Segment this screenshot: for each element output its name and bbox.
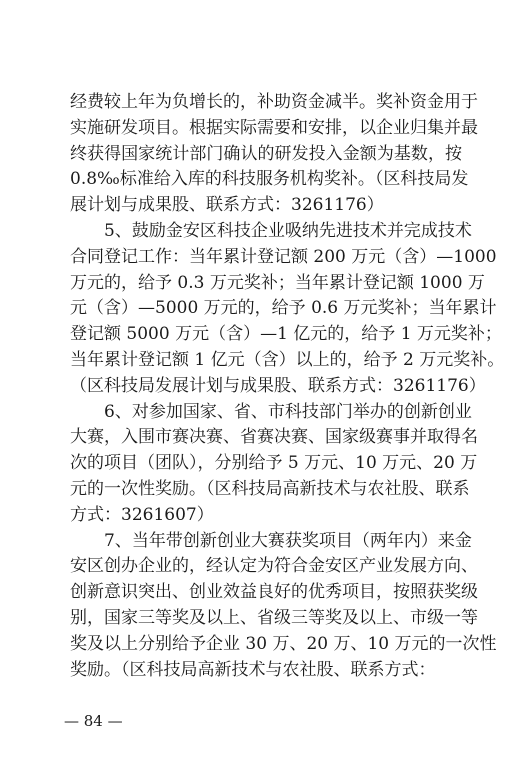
paragraph-start-line: 5、鼓励金安区科技企业吸纳先进技术并完成技术 [104, 221, 472, 241]
body-line: 终获得国家统计部门确认的研发投入金额为基数，按 [70, 143, 462, 164]
paragraph-start-line: 7、当年带创新创业大赛获奖项目（两年内）来金 [104, 530, 472, 551]
body-line: 当年累计登记额 1 亿元（含）以上的，给予 2 万元奖补。 [70, 350, 505, 370]
body-line: 0.8‰标准给入库的科技服务机构奖补。（区科技局发 [70, 169, 469, 190]
body-line: 合同登记工作：当年累计登记额 200 万元（含）—1000 [70, 246, 497, 267]
paragraph-start-line: 6、对参加国家、省、市科技部门举办的创新创业 [104, 401, 472, 422]
body-line: 安区创办企业的，经认定为符合金安区产业发展方向、 [70, 556, 478, 577]
body-line: 奖及以上分别给予企业 30 万、20 万、10 万元的一次性 [70, 633, 497, 654]
body-line: 方式：3261607） [70, 504, 214, 525]
body-line: 别，国家三等奖及以上、省级三等奖及以上、市级一等 [70, 608, 478, 628]
body-line: 创新意识突出、创业效益良好的优秀项目，按照获奖级 [70, 582, 478, 603]
body-line: 元（含）—5000 万元的，给予 0.6 万元奖补；当年累计 [70, 298, 497, 319]
body-line: 次的项目（团队），分别给予 5 万元、10 万元、20 万 [70, 453, 478, 474]
body-line: 经费较上年为负增长的，补助资金减半。奖补资金用于 [70, 92, 478, 112]
body-line: 实施研发项目。根据实际需要和安排，以企业归集并最 [70, 117, 478, 138]
body-line: 大赛，入围市赛决赛、省赛决赛、国家级赛事并取得名 [70, 427, 478, 448]
page-number: — 84 — [64, 712, 123, 730]
body-line: 万元的，给予 0.3 万元奖补；当年累计登记额 1000 万 [70, 272, 485, 293]
body-line: 展计划与成果股、联系方式：3261176） [70, 195, 384, 216]
body-line: （区科技局发展计划与成果股、联系方式：3261176） [70, 375, 486, 396]
body-line: 元的一次性奖励。（区科技局高新技术与农社股、联系 [70, 479, 470, 499]
body-line: 奖励。（区科技局高新技术与农社股、联系方式： [70, 659, 436, 680]
body-line: 登记额 5000 万元（含）—1 亿元的，给予 1 万元奖补； [70, 324, 502, 345]
